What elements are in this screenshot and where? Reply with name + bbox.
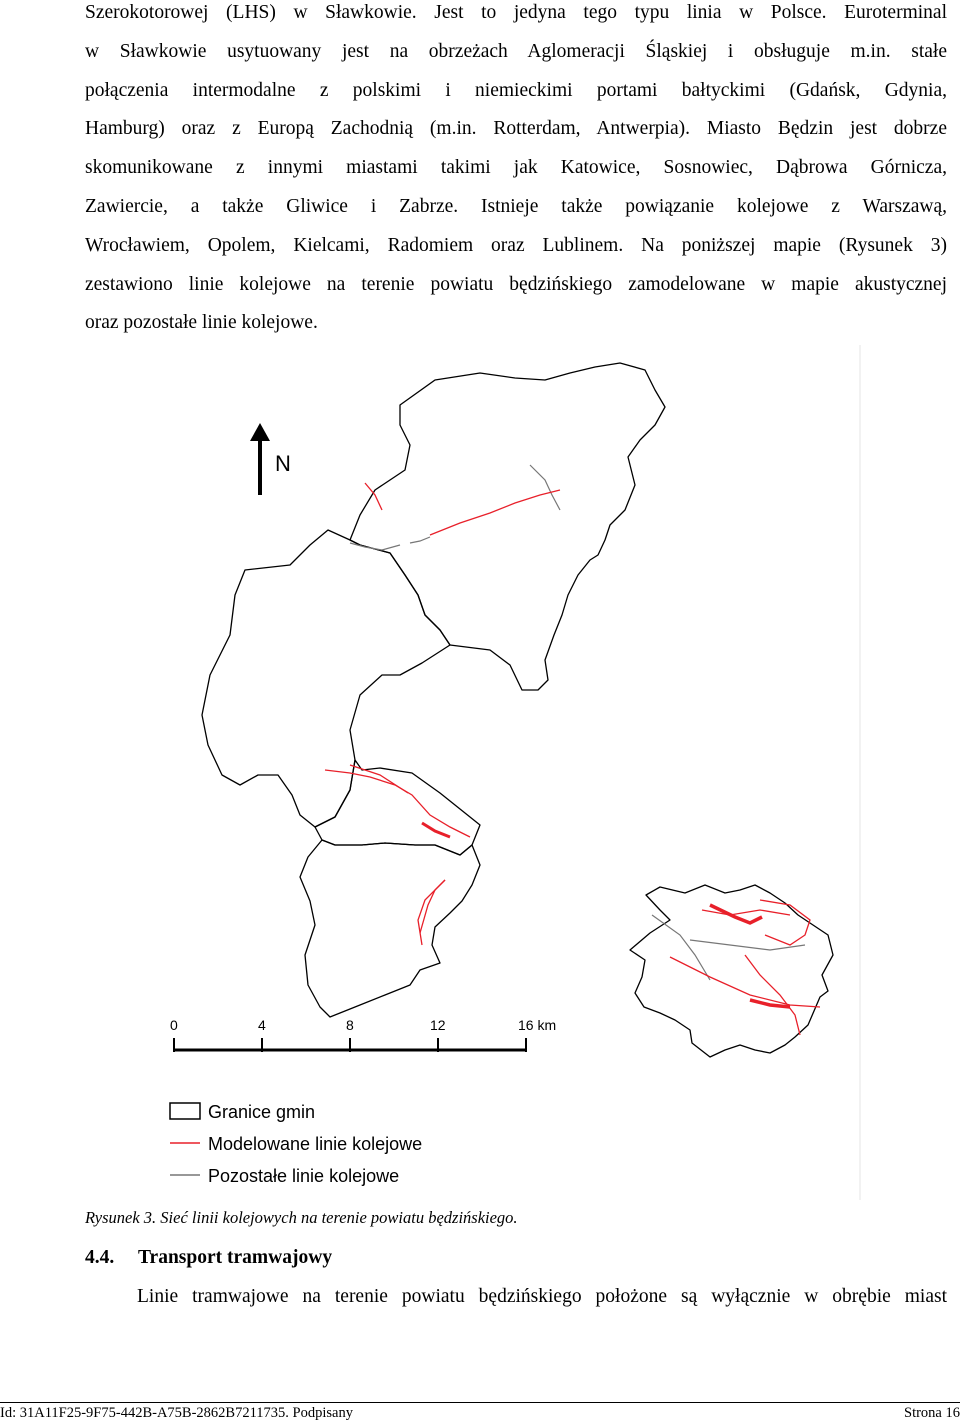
scale-label: 8: [346, 1017, 354, 1033]
other-railway-lines: [350, 465, 805, 980]
paragraph-line: skomunikowane z innymi miastami takimi jak Katowice, Sosnowiec, Dąbrowa Górnicza,: [85, 157, 947, 179]
north-arrow: [250, 423, 270, 495]
railway-map: [150, 345, 862, 1205]
scale-label: 4: [258, 1017, 266, 1033]
body-paragraph: [85, 0, 947, 343]
section-number: 4.4.: [85, 1247, 115, 1268]
municipality-north: [350, 363, 665, 690]
other-railway-line: [690, 940, 805, 950]
section-heading: [85, 1247, 332, 1269]
modelled-railway-line: [420, 880, 445, 933]
paragraph-line: zestawiono linie kolejowe na terenie powiatu będzińskiego zamodelowane w mapie akustycznej: [85, 273, 947, 295]
paragraph-line: w Sławkowie usytuowany jest na obrzeżach Aglomeracji Śląskiej i obsługuje m.in. stałe: [85, 40, 947, 62]
paragraph-line: Szerokotorowej (LHS) w Sławkowie. Jest to jedyna tego typu linia w Polsce. Euroterminal: [85, 2, 947, 23]
legend-label: Modelowane linie kolejowe: [208, 1134, 423, 1154]
municipality-boundaries: [202, 363, 833, 1057]
footer-divider: [0, 1402, 960, 1403]
footer-page-number: Strona 16: [904, 1405, 960, 1421]
legend-swatch-boundary: [170, 1103, 200, 1119]
railway-map-figure: [150, 345, 862, 1205]
modelled-railway-line: [745, 955, 800, 1035]
scale-label: 16 km: [518, 1017, 557, 1033]
paragraph-line: połączenia intermodalne z polskimi i niemieckimi portami bałtyckimi (Gdańsk, Gdynia,: [85, 79, 947, 101]
modelled-railway-line: [430, 490, 560, 535]
modelled-railway-line: [760, 900, 810, 945]
municipality-west: [202, 530, 450, 827]
modelled-railway-line: [325, 770, 470, 837]
scale-labels: [170, 1017, 556, 1033]
paragraph-line: Hamburg) oraz z Europą Zachodnią (m.in. Rotterdam, Antwerpia). Miasto Będzin jest dobrze: [85, 118, 947, 140]
map-legend: [170, 1102, 422, 1186]
municipality-center: [315, 760, 480, 855]
other-railway-line: [652, 915, 710, 980]
municipality-east: [630, 885, 833, 1057]
paragraph-line: Wrocławiem, Opolem, Kielcami, Radomiem oraz Lublinem. Na poniższej mapie (Rysunek 3): [85, 234, 947, 256]
legend-label: Granice gmin: [208, 1102, 316, 1122]
north-label: N: [275, 451, 291, 476]
scale-label: 0: [170, 1017, 178, 1033]
other-railway-line: [530, 465, 560, 510]
figure-caption: Rysunek 3. Sieć linii kolejowych na terenie powiatu będzińskiego.: [85, 1208, 518, 1227]
municipality-south: [300, 840, 480, 1017]
modelled-railway-line: [702, 910, 790, 915]
scale-bar: [174, 1038, 526, 1052]
section-title: Transport tramwajowy: [138, 1247, 333, 1268]
scale-label: 12: [430, 1017, 446, 1033]
footer-document-id: Id: 31A11F25-9F75-442B-A75B-2862B7211735. Podpisany: [0, 1405, 353, 1421]
modelled-railway-line: [350, 765, 408, 793]
section-text: Linie tramwajowe na terenie powiatu będzińskiego położone są wyłącznie w obrębie miast: [137, 1286, 947, 1307]
paragraph-line: oraz pozostałe linie kolejowe.: [85, 312, 318, 334]
paragraph-line: Zawiercie, a także Gliwice i Zabrze. Istnieje także powiązanie kolejowe z Warszawą,: [85, 195, 947, 217]
legend-label: Pozostałe linie kolejowe: [208, 1166, 400, 1186]
modelled-railway-line: [670, 957, 820, 1007]
other-railway-line: [410, 537, 430, 543]
modelled-railway-line: [418, 880, 445, 945]
